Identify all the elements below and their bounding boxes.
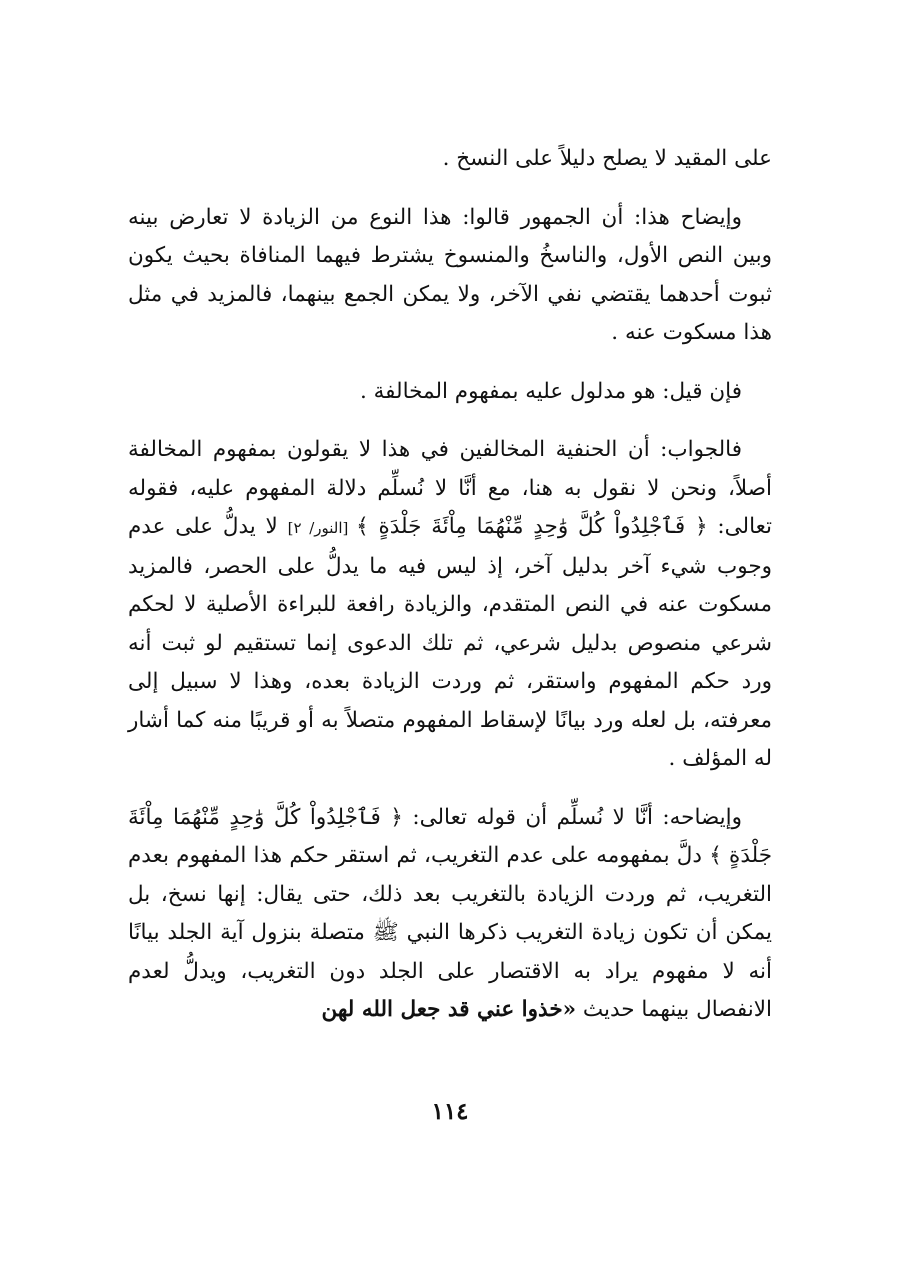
page-number: ١١٤ [431, 1098, 469, 1125]
paragraph-answer [128, 431, 772, 779]
verse-reference: [النور/ ٢] [287, 519, 357, 537]
paragraph-continuation [128, 140, 772, 179]
paragraph-text: على المقيد لا يصلح دليلاً على النسخ . [442, 146, 772, 171]
paragraph-explanation [128, 799, 772, 1030]
quran-verse: ﴿ فَٱجْلِدُواْ كُلَّ وَٰحِدٍ مِّنْهُمَا مِاْئَةَ جَلْدَةٍ ﴾ [356, 514, 708, 539]
paragraph-text: دلَّ بمفهومه على عدم التغريب، ثم استقر حكم هذا المفهوم بعدم التغريب، ثم وردت الزيادة بالتغريب بعد ذلك، حتى يقال: إنها نسخ، بل يمكن أن تكون زيادة التغريب ذكرها النبي ﷺ متصلة بنزول آية الجلد بيانًا أنه لا مفهوم يراد به الاقتصار على الجلد دون التغريب، ويدلُّ لعدم الانفصال بينهما حديث [128, 843, 772, 1022]
paragraph-text: فالجواب: أن الحنفية المخالفين في هذا لا يقولون بمفهوم المخالفة أصلاً، ونحن لا نقول به هنا، مع أنَّا لا نُسلِّم دلالة المفهوم عليه، فقوله تعالى: [128, 437, 772, 539]
paragraph-text: فإن قيل: هو مدلول عليه بمفهوم المخالفة . [359, 378, 742, 404]
document-page [128, 140, 772, 1050]
quran-verse: ﴿ فَٱجْلِدُواْ كُلَّ وَٰحِدٍ مِّنْهُمَا مِاْئَةَ جَلْدَةٍ ﴾ [128, 804, 773, 868]
paragraph-text: لا يدلُّ على عدم وجوب شيء آخر بدليل آخر، إذ ليس فيه ما يدلُّ على الحصر، فالمزيد مسكوت عنه في النص المتقدم، والزيادة رافعة للبراءة الأصلية لا لحكم شرعي منصوص بدليل شرعي، ثم تلك الدعوى إنما تستقيم لو ثبت أنه ورد حكم المفهوم واستقر، ثم وردت الزيادة بعده، وهذا لا سبيل إلى معرفته، بل لعله ورد بيانًا لإسقاط المفهوم متصلاً به أو قريبًا منه كما أشار له المؤلف . [128, 514, 772, 771]
hadith-quote: «خذوا عني قد جعل الله لهن [321, 997, 577, 1022]
paragraph-clarification [128, 199, 772, 353]
paragraph-objection [128, 373, 772, 412]
paragraph-text: وإيضاح هذا: أن الجمهور قالوا: هذا النوع من الزيادة لا تعارض بينه وبين النص الأول، والناسخُ والمنسوخ يشترط فيهما المنافاة بحيث يكون ثبوت أحدهما يقتضي نفي الآخر، ولا يمكن الجمع بينهما، فالمزيد في مثل هذا مسكوت عنه . [128, 204, 772, 345]
paragraph-text: وإيضاحه: أنَّا لا نُسلِّم أن قوله تعالى: [402, 804, 742, 830]
